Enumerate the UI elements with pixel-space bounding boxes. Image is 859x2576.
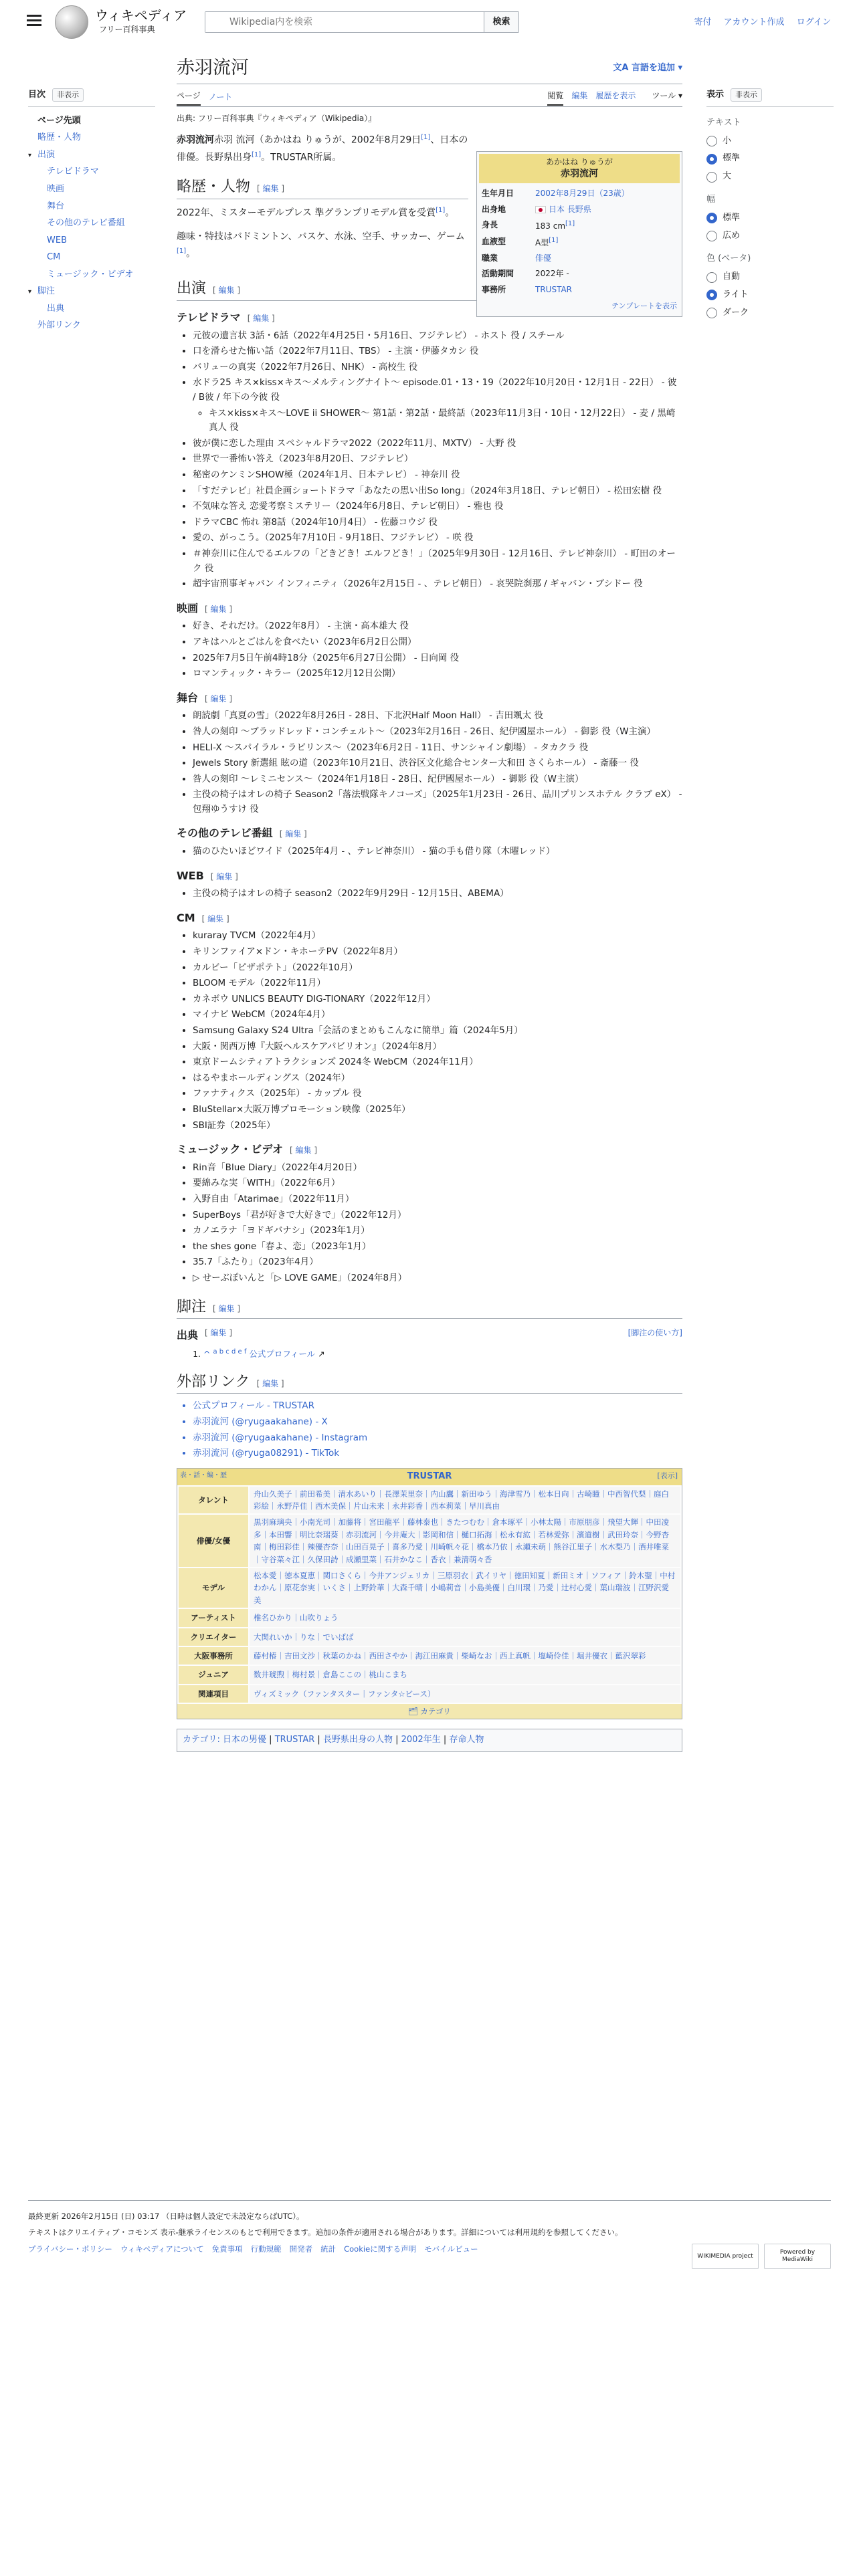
- infobox-value-text: 183 cm: [535, 221, 566, 231]
- tab-history[interactable]: 履歴を表示: [595, 90, 636, 100]
- external-links-list: [177, 1399, 682, 1461]
- toc-item-label: CM: [47, 252, 61, 263]
- personal-links: [684, 16, 831, 30]
- list-item: • マイナビ WebCM（2024年4月）: [193, 1008, 682, 1023]
- infobox-value-text[interactable]: 日本 長野県: [549, 204, 591, 214]
- subsection-mv: [177, 1141, 682, 1158]
- ref[interactable]: [1]: [421, 134, 431, 142]
- footer-link[interactable]: 開発者: [289, 2244, 313, 2254]
- text-standard-option[interactable]: [706, 152, 834, 166]
- list-item: • the shes gone「春よ、恋」（2023年1月）: [193, 1240, 682, 1255]
- chevron-down-icon[interactable]: ▾: [28, 151, 32, 159]
- add-languages-button[interactable]: 文A 言語を追加 ▾: [613, 63, 682, 73]
- subsection-web: [177, 867, 682, 885]
- option-label: 大: [723, 171, 732, 182]
- list-item: • 要綿みな実「WITH」（2022年6月）: [193, 1176, 682, 1191]
- width-standard-option[interactable]: [706, 211, 834, 225]
- infobox-value: [533, 217, 680, 234]
- navbox-group: アーティスト: [179, 1609, 248, 1626]
- subsection-other: [177, 825, 682, 842]
- intro-text-2: 、日本の俳優。長野県出身: [177, 134, 468, 163]
- infobox: [476, 151, 682, 317]
- section-external-links: [177, 1373, 682, 1394]
- from-wikipedia: 出典: フリー百科事典『ウィキペディア（Wikipedia）』: [177, 114, 377, 124]
- infobox-key: 事務所: [482, 284, 506, 294]
- infobox-value-text[interactable]: TRUSTAR: [535, 284, 573, 294]
- radio[interactable]: [706, 154, 717, 165]
- tab-edit[interactable]: 編集: [571, 90, 588, 100]
- search-button[interactable]: 検索: [484, 12, 518, 32]
- edit-link[interactable]: [ 編集 ]: [257, 184, 285, 194]
- toc-item[interactable]: [28, 215, 155, 232]
- list-item: • バリューの真実（2022年7月26日、NHK） - 高校生 役: [193, 360, 682, 375]
- list-item: • kuraray TVCM（2022年4月）: [193, 929, 682, 944]
- toc-item[interactable]: [28, 249, 155, 266]
- navbox-list[interactable]: 椎名ひかり｜山吹りょう: [250, 1609, 680, 1626]
- wikimedia-badge[interactable]: WIKIMEDIA project: [692, 2244, 759, 2269]
- list-item: ◦ キス×kiss×キス〜LOVE ii SHOWER〜 第1話・第2話・最終話（2023年11月3日・10日・12月22日） - 麦 / 黒崎真人 役: [209, 407, 682, 435]
- list-web: [177, 887, 682, 901]
- color-dark-option[interactable]: [706, 306, 834, 320]
- list-movie: [177, 619, 682, 681]
- list-item: • 主役の椅子はオレの椅子 Season2「落法戦隊キノコーズ」（2025年1月23日 - 26日、品川プリンスホテル クラブ eX） - 包翔ゆうすけ 役: [193, 788, 682, 817]
- list-other: [177, 845, 682, 859]
- color-label: 色 (ベータ): [706, 253, 751, 264]
- list-item: • BluStellar×大阪万博プロモーション映像（2025年）: [193, 1103, 682, 1117]
- width-label: 幅: [706, 194, 716, 205]
- tools-label: ツール: [652, 90, 676, 100]
- tagline: フリー百科事典: [99, 25, 155, 34]
- list-item: • キリンファイア×ドン・キホーテPV（2022年8月）: [193, 945, 682, 960]
- list-item: • 秘密のケンミンSHOW極（2024年1月、日本テレビ） - 神奈川 役: [193, 468, 682, 483]
- option-label: ライト: [723, 289, 749, 300]
- edit-link[interactable]: [ 編集 ]: [213, 286, 241, 296]
- edit-link[interactable]: [ 編集 ]: [290, 1146, 318, 1156]
- toc-title: 目次: [28, 90, 46, 100]
- toc-item-label: ミュージック・ビデオ: [47, 269, 134, 280]
- navbox-group: タレント: [179, 1487, 248, 1514]
- navbox-row: [179, 1628, 680, 1646]
- infobox-key: 活動期間: [482, 269, 514, 279]
- navbox-row: [179, 1568, 680, 1608]
- edit-link[interactable]: [ 編集 ]: [205, 693, 233, 704]
- footer-link[interactable]: モバイルビュー: [424, 2244, 478, 2254]
- text-small-option[interactable]: [706, 134, 834, 148]
- list-item: • BLOOM モデル（2022年11月）: [193, 976, 682, 991]
- category-link[interactable]: 存命人物: [449, 1735, 484, 1745]
- toc-item-label: 脚注: [37, 286, 56, 297]
- section-title: 出演: [177, 280, 207, 298]
- navbox-toggle[interactable]: [表示]: [657, 1471, 678, 1480]
- subsection-stage: [177, 689, 682, 707]
- edit-link[interactable]: [ 編集 ]: [210, 871, 238, 881]
- infobox-value: [533, 266, 680, 282]
- navbox-list[interactable]: 松本愛｜徳本夏恵｜関口さくら｜今井アンジェリカ｜三原羽衣｜武イリヤ｜徳田知夏｜新田ミオ｜ソフィア｜鈴木聖｜中村わかん｜原花奈実｜いくさ｜上野鈴華｜大森千晴｜小嶋莉音｜小島美優｜白川環｜乃愛｜辻村心愛｜葉山瑞波｜江野沢愛美: [250, 1568, 680, 1608]
- subsection-movie: [177, 600, 682, 617]
- list-item: • SuperBoys「君が好きで大好きで」（2022年12月）: [193, 1208, 682, 1223]
- ref[interactable]: [1]: [565, 219, 575, 227]
- section-notes: [177, 1298, 682, 1319]
- list-item: • カネボウ UNLICS BEAUTY DIG-TIONARY（2022年12月）: [193, 992, 682, 1007]
- navbox-row: [179, 1685, 680, 1703]
- bio-paragraph-1: 2022年、ミスターモデルプレス 準グランプリモデル賞を受賞: [177, 207, 436, 219]
- list-item: • アキはハルとごはんを食べたい（2023年6月2日公開）: [193, 635, 682, 650]
- edit-link[interactable]: [ 編集 ]: [247, 314, 275, 324]
- external-link[interactable]: • 赤羽流河 (@ryugaakahane) - X: [193, 1415, 682, 1430]
- list-item: • ドラマCBC 怖れ 第8話（2024年10月4日） - 佐藤コウジ 役: [193, 516, 682, 530]
- color-auto-option[interactable]: [706, 270, 834, 284]
- lang-label: 言語を追加: [631, 63, 675, 73]
- radio[interactable]: [706, 308, 717, 318]
- toc-hide-button[interactable]: 非表示: [52, 88, 84, 102]
- last-modified: 最終更新 2026年2月15日 (日) 03:17 （日時は個人設定で未設定ならばUTC）。: [28, 2212, 304, 2221]
- infobox-value-text: 2022年 -: [535, 269, 569, 279]
- navbox-group: クリエイター: [179, 1628, 248, 1646]
- toc-item-label: 舞台: [47, 201, 65, 211]
- infobox-value-text[interactable]: 2002年8月29日（23歳）: [535, 189, 630, 199]
- list-item: • ファナティクス（2025年） - カップル 役: [193, 1087, 682, 1101]
- navbox-row: [179, 1515, 680, 1567]
- toc-item[interactable]: [28, 283, 155, 300]
- ref[interactable]: [1]: [252, 150, 262, 158]
- subsection-title: 映画: [177, 601, 199, 615]
- edit-link[interactable]: [ 編集 ]: [205, 604, 233, 614]
- list-item: • 「すだテレビ」社員企画ショートドラマ「あなたの思い出So long」（2024年3月18日、テレビ朝日） - 松田宏樹 役: [193, 484, 682, 499]
- appearance-hide-button[interactable]: 非表示: [731, 88, 762, 102]
- infobox-value-text[interactable]: 俳優: [535, 253, 552, 263]
- list-item: • Rin音「Blue Diary」（2022年4月20日）: [193, 1161, 682, 1176]
- list-item: • 朗読劇「真夏の雪」（2022年8月26日 - 28日、下北沢Half Moon Hall） - 吉田颯太 役: [193, 709, 682, 724]
- list-item: • 口を滑らせた怖い話（2022年7月11日、TBS） - 主演・伊藤タカシ 役: [193, 344, 682, 359]
- list-item: • 入野自由「Atarimae」（2022年11月）: [193, 1192, 682, 1207]
- navbox-row: [179, 1487, 680, 1514]
- infobox-key: 身長: [482, 219, 498, 229]
- tab-read[interactable]: 閲覧: [547, 90, 563, 106]
- infobox-key: 職業: [482, 253, 498, 263]
- list-item: • ロマンティック・キラー（2025年12月12日公開）: [193, 667, 682, 681]
- width-wide-option[interactable]: [706, 229, 834, 243]
- list-item: • 超宇宙刑事ギャバン インフィニティ（2026年2月15日 - 、テレビ朝日） - 哀哭院刹那 / ギャバン・ブシドー 役: [193, 577, 682, 592]
- wordmark[interactable]: ウィキペディア: [95, 7, 187, 23]
- navbox-row: [179, 1609, 680, 1626]
- infobox-value: [533, 186, 680, 201]
- footnote-usage-link[interactable]: [脚注の使い方]: [628, 1328, 682, 1338]
- section-title: 略歴・人物: [177, 179, 251, 196]
- infobox-key: 血液型: [482, 236, 506, 246]
- infobox-row: [479, 266, 680, 282]
- subsection-cm: [177, 909, 682, 927]
- list-item: • 水ドラ25 キス×kiss×キス〜メルティングナイト〜 episode.01・13・19（2022年10月20日・12月1日 - 22日） - 彼 / B彼 / 年下の今彼 役: [193, 376, 682, 405]
- subsection-title: CM: [177, 911, 195, 924]
- list-item: • 咎人の刻印 〜ブラッドレッド・コンチェルト〜（2023年2月16日 - 26日、紀伊國屋ホール） - 御影 役（W主演）: [193, 725, 682, 740]
- category-link[interactable]: 2002年生: [401, 1735, 441, 1745]
- list-item: • 35.7「ふたり」（2023年4月）: [193, 1255, 682, 1270]
- infobox-row: [479, 251, 680, 266]
- category-link[interactable]: TRUSTAR: [274, 1735, 315, 1745]
- radio[interactable]: [706, 290, 717, 300]
- reference-link[interactable]: 公式プロフィール: [249, 1348, 316, 1359]
- category-link[interactable]: 長野県出身の人物: [322, 1735, 393, 1745]
- table-of-contents: [28, 88, 155, 334]
- external-link[interactable]: • 公式プロフィール - TRUSTAR: [193, 1399, 682, 1414]
- list-item: • 彼が僕に恋した理由 スペシャルドラマ2022（2022年11月、MXTV） - 大野 役: [193, 437, 682, 451]
- toc-item[interactable]: [28, 181, 155, 198]
- list-item: • HELI-X 〜スパイラル・ラビリンス〜（2023年6月2日 - 11日、サンシャイン劇場） - タカクラ 役: [193, 741, 682, 756]
- toc-item[interactable]: [28, 163, 155, 181]
- navbox-list[interactable]: 藤村椿｜吉田文沙｜秋葉のかね｜西田さやか｜海江田麻貴｜柴崎なお｜西上真帆｜塩崎伶佳｜堀井優衣｜藍沢翠彩: [250, 1647, 680, 1665]
- footer-link[interactable]: 免責事項: [211, 2244, 243, 2254]
- page-title-row: [177, 56, 682, 84]
- infobox-row: [479, 186, 680, 201]
- navbox-group: 大阪事務所: [179, 1647, 248, 1665]
- infobox-value: [533, 282, 680, 298]
- list-cm: [177, 929, 682, 1133]
- list-item: • 大阪・関西万博『大阪ヘルスケアパビリオン』（2024年8月）: [193, 1040, 682, 1055]
- subsection-title: ミュージック・ビデオ: [177, 1143, 284, 1156]
- list-item: • 咎人の刻印 〜レミニセンス〜（2024年1月18日 - 28日、紀伊國屋ホール） - 御影 役（W主演）: [193, 772, 682, 787]
- navbox-row: [179, 1666, 680, 1683]
- section-title: 脚注: [177, 1298, 207, 1315]
- text-size-label: テキスト: [706, 117, 741, 128]
- references-list: [177, 1347, 682, 1361]
- list-item: • Jewels Story 新選組 眩の道（2023年10月21日、渋谷区文化総合センター大和田 さくらホール） - 斎藤一 役: [193, 756, 682, 771]
- footer-link[interactable]: Cookieに関する声明: [344, 2244, 417, 2254]
- navbox-category-label: カテゴリ: [420, 1707, 451, 1717]
- toc-item-label: WEB: [47, 235, 67, 245]
- toc-item[interactable]: [28, 232, 155, 249]
- list-item: • 東京ドームシティアトラクションズ 2024冬 WebCM（2024年11月）: [193, 1055, 682, 1070]
- navbox-group: ジュニア: [179, 1666, 248, 1683]
- edit-link[interactable]: [ 編集 ]: [213, 1303, 241, 1313]
- toc-item[interactable]: [28, 317, 155, 334]
- infobox-row: [479, 234, 680, 251]
- search-box: [205, 11, 519, 33]
- text-large-option[interactable]: [706, 170, 834, 184]
- japan-flag-icon: [535, 206, 546, 213]
- intro-text-3: 。TRUSTAR所属。: [261, 152, 342, 163]
- option-label: 標準: [723, 212, 741, 223]
- ref[interactable]: [1]: [549, 236, 559, 244]
- list-item: • Samsung Galaxy S24 Ultra「会話のまとめもこんなに簡単」篇（2024年5月）: [193, 1024, 682, 1039]
- radio[interactable]: [706, 231, 717, 241]
- radio[interactable]: [706, 213, 717, 223]
- toc-item[interactable]: [28, 198, 155, 215]
- toc-item-label: 映画: [47, 183, 65, 194]
- list-item: • 好き、それだけ。（2022年8月） - 主演・高本雄大 役: [193, 619, 682, 634]
- list-mv: [177, 1161, 682, 1286]
- sub-list: [193, 407, 682, 435]
- infobox-kana: あかはね りゅうが: [546, 157, 613, 167]
- wikipedia-logo[interactable]: [55, 5, 88, 39]
- ref[interactable]: [1]: [177, 247, 187, 255]
- infobox-value: [533, 234, 680, 251]
- chevron-down-icon[interactable]: ▾: [28, 288, 32, 296]
- navbox-row: [179, 1647, 680, 1665]
- list-item: • ＃神奈川に住んでるエルフの「どきどき！エルフどき！」（2025年9月30日 - 12月16日、テレビ神奈川） - 町田のオーク 役: [193, 547, 682, 576]
- toc-item[interactable]: [28, 266, 155, 284]
- page-title: 赤羽流河: [177, 58, 249, 78]
- infobox-name: 赤羽流河: [561, 168, 598, 179]
- appearance-title: 表示: [706, 90, 725, 100]
- page-tabs: [177, 88, 682, 107]
- list-item: • SBI証券（2025年）: [193, 1119, 682, 1134]
- footer-link[interactable]: ウィキペディアについて: [120, 2244, 204, 2254]
- radio[interactable]: [706, 272, 717, 283]
- toc-item-label: テレビドラマ: [47, 167, 99, 177]
- donate-link[interactable]: 寄付: [694, 17, 712, 27]
- category-link[interactable]: 日本の男優: [223, 1735, 267, 1745]
- toc-item-label: 出典: [47, 303, 65, 314]
- tab-tools[interactable]: ツール ▾: [652, 90, 682, 100]
- subsection-title: その他のテレビ番組: [177, 827, 273, 840]
- list-item: • 元彼の遺言状 3話・6話（2022年4月25日・5月16日、フジテレビ） - ホスト 役 / スチール: [193, 329, 682, 344]
- footer-link[interactable]: 統計: [320, 2244, 337, 2254]
- external-link[interactable]: • 赤羽流河 (@ryuga08291) - TikTok: [193, 1446, 682, 1461]
- navbox-list[interactable]: 数井琥煦｜梅村景｜倉島ここの｜桃山こまち: [250, 1666, 680, 1683]
- tab-talk[interactable]: ノート: [208, 92, 233, 102]
- intro: [177, 132, 468, 166]
- navbox-group: 俳優/女優: [179, 1515, 248, 1567]
- infobox-row: [479, 217, 680, 234]
- appearance-panel: [706, 88, 834, 324]
- subsection-title: WEB: [177, 869, 204, 882]
- section-title: 外部リンク: [177, 1373, 250, 1390]
- page-footer: [28, 2200, 831, 2263]
- navbox-title[interactable]: TRUSTAR: [407, 1471, 452, 1481]
- option-label: 小: [723, 135, 732, 146]
- navbox-list[interactable]: 大関れいか｜りな｜でいばば: [250, 1628, 680, 1646]
- intro-name: 赤羽流河: [177, 134, 214, 146]
- navbox-trustar: [177, 1468, 682, 1720]
- option-label: ダーク: [723, 307, 749, 318]
- toc-item-label: 外部リンク: [37, 320, 81, 331]
- subsection-title: 出典: [177, 1329, 199, 1342]
- infobox-row: [479, 202, 680, 217]
- edit-link[interactable]: [ 編集 ]: [201, 914, 229, 924]
- list-item: • はるやまホールディングス（2024年）: [193, 1071, 682, 1086]
- toc-item[interactable]: [28, 146, 155, 164]
- bio-paragraph-2: 趣味・特技はバドミントン、バスケ、水泳、空手、サッカー、ゲーム: [177, 231, 465, 243]
- intro-text-1: 赤羽 流河（あかはね りゅうが、2002年8月29日: [214, 134, 421, 146]
- navbox-list[interactable]: 舟山久美子｜前田希美｜清水あいり｜長澤茉里奈｜内山鷹｜新田ゆう｜海津雪乃｜松本日向｜古崎瞳｜中西智代梨｜庭白彩絵｜永野芹佳｜西木美保｜片山未来｜永井彩香｜西本莉菜｜早川真由: [250, 1487, 680, 1514]
- navbox-group: 関連項目: [179, 1685, 248, 1703]
- article: [177, 56, 682, 1752]
- reference-item: 1. ^ $^{a b c d e f}$ 公式プロフィール ↗: [203, 1347, 682, 1361]
- subsection-title: 舞台: [177, 691, 199, 704]
- list-item: • 愛の、がっこう。（2025年7月10日 - 9月18日、フジテレビ） - 咲 役: [193, 531, 682, 546]
- list-item: • 世界で一番怖い答え（2023年8月20日、フジテレビ）: [193, 452, 682, 467]
- radio[interactable]: [706, 136, 717, 146]
- external-link[interactable]: • 赤羽流河 (@ryugaakahane) - Instagram: [193, 1431, 682, 1446]
- footer-link[interactable]: プライバシー・ポリシー: [28, 2244, 112, 2254]
- option-label: 自動: [723, 272, 741, 282]
- list-item: • 猫のひたいほどワイド（2025年4月 - 、テレビ神奈川） - 猫の手も借り隊（木曜レッド）: [193, 845, 682, 859]
- navbox-vte[interactable]: 表・話・編・歴: [180, 1471, 227, 1479]
- bio-text: 2022年、ミスターモデルプレス 準グランプリモデル賞を受賞[1]。 趣味・特技はバドミントン、バスケ、水泳、空手、サッカー、ゲーム[1]。: [177, 206, 465, 259]
- toc-item-label: その他のテレビ番組: [47, 218, 125, 229]
- toc-item-label: 出演: [37, 149, 56, 160]
- login-link[interactable]: ログイン: [796, 17, 831, 27]
- list-item: • カルビー「ピザポテト」（2022年10月）: [193, 961, 682, 976]
- option-label: 標準: [723, 153, 741, 164]
- site-header: [0, 0, 859, 44]
- navbox-list[interactable]: ヴィズミック（ファンタスター｜ファンタ☆ビース）: [250, 1685, 680, 1703]
- license-text: テキストはクリエイティブ・コモンズ 表示-継承ライセンスのもとで利用できます。追加の条件が適用される場合があります。詳細については利用規約を参照してください。: [28, 2228, 623, 2238]
- subsection-sources: [177, 1327, 682, 1344]
- list-item: • カノエラナ「ヨドギバナシ」（2023年1月）: [193, 1224, 682, 1239]
- main-menu-icon[interactable]: [27, 15, 41, 27]
- edit-link[interactable]: [ 編集 ]: [205, 1328, 233, 1338]
- infobox-key: 生年月日: [482, 189, 514, 199]
- color-light-option[interactable]: [706, 288, 834, 302]
- option-label: 広め: [723, 230, 741, 241]
- radio[interactable]: [706, 172, 717, 183]
- infobox-value: [533, 202, 680, 217]
- search-input[interactable]: [205, 12, 484, 32]
- toc-item[interactable]: [28, 129, 155, 146]
- infobox-title: [479, 154, 680, 183]
- navbox-category[interactable]: 🗂 カテゴリ: [177, 1704, 682, 1719]
- tab-page[interactable]: ページ: [177, 90, 201, 106]
- navbox-list[interactable]: 黒羽麻璃央｜小南光司｜加藤将｜宮田龍平｜藤林泰也｜きたつむむ｜倉本琢平｜小林太陽｜市原朋彦｜飛望大輝｜中田凌多｜本田響｜明比奈瑞葵｜赤羽流河｜今井庵大｜影岡和信｜樋口拓海｜松永有紘｜若林愛弥｜濱道樹｜武田玲奈｜今野杏南｜梅田彩佳｜辣優杏奈｜山田百晃子｜喜多乃愛｜川崎帆々花｜橋本乃依｜永瀬未萌｜熊谷江里子｜水木梨乃｜酒井唯菜｜守谷菜々江｜久保田詩｜成瀬里菜｜石井かなこ｜香衣｜兼清萌々香: [250, 1515, 680, 1567]
- toc-item-label: ページ先頭: [37, 115, 81, 126]
- infobox-value: [533, 251, 680, 266]
- section-bio: [177, 178, 468, 199]
- toc-item[interactable]: [28, 112, 155, 130]
- infobox-row: [479, 282, 680, 298]
- navbox-header: [177, 1469, 682, 1485]
- subsection-title: テレビドラマ: [177, 311, 241, 324]
- list-item: • 主役の椅子はオレの椅子 season2（2022年9月29日 - 12月15日、ABEMA）: [193, 887, 682, 901]
- infobox-key: 出身地: [482, 204, 506, 214]
- list-drama: [177, 329, 682, 592]
- infobox-value-text: A型: [535, 237, 549, 247]
- ref[interactable]: [1]: [436, 206, 446, 214]
- list-item: • 不気味な答え 恋愛考察ミステリー（2024年6月8日、テレビ朝日） - 雅也 役: [193, 500, 682, 514]
- footer-link[interactable]: 行動規範: [250, 2244, 282, 2254]
- toc-item[interactable]: [28, 300, 155, 318]
- category-label[interactable]: カテゴリ:: [183, 1735, 220, 1745]
- category-box: カテゴリ: 日本の男優 | TRUSTAR | 長野県出身の人物 | 2002年生 | 存命人物: [177, 1729, 682, 1752]
- create-account-link[interactable]: アカウント作成: [723, 17, 785, 27]
- list-item: • 2025年7月5日午前4時18分（2025年6月27日公開） - 日向岡 役: [193, 651, 682, 666]
- toc-item-label: 略歴・人物: [37, 132, 82, 143]
- list-item: • ▷ せーぶぽいんと「▷ LOVE GAME」（2024年8月）: [193, 1271, 682, 1286]
- list-stage: [177, 709, 682, 817]
- edit-link[interactable]: [ 編集 ]: [279, 829, 307, 839]
- mediawiki-badge[interactable]: Powered by MediaWiki: [764, 2244, 831, 2269]
- show-template-link[interactable]: テンプレートを表示: [611, 301, 677, 310]
- navbox-group: モデル: [179, 1568, 248, 1608]
- edit-link[interactable]: [ 編集 ]: [256, 1378, 284, 1388]
